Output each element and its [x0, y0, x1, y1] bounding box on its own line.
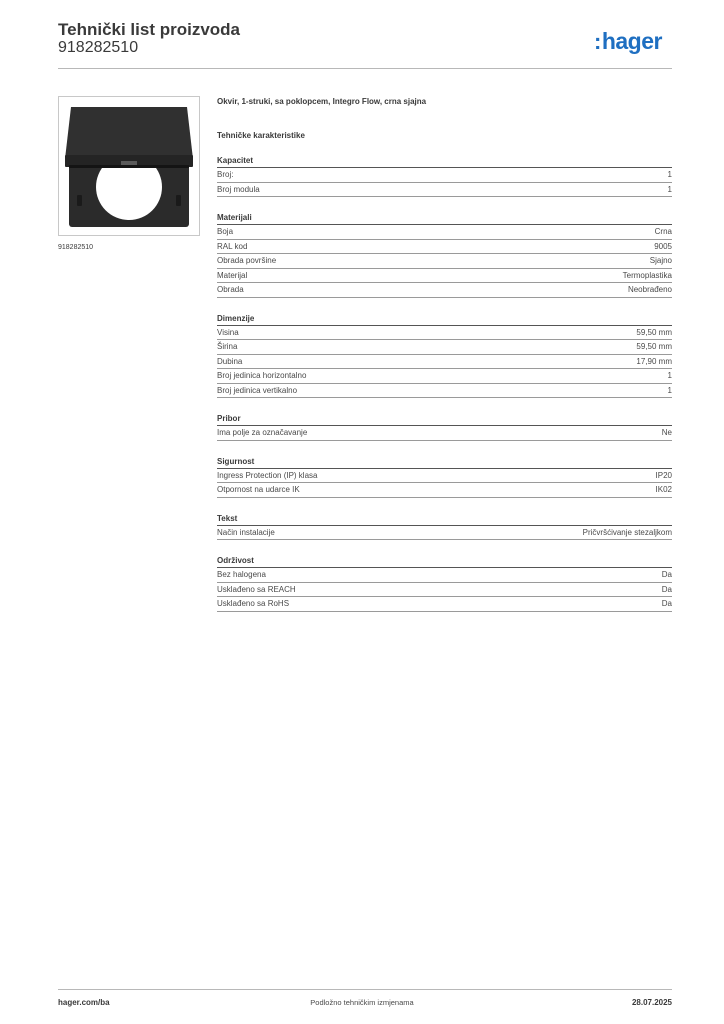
spec-row: [217, 240, 672, 255]
section-title: Pribor: [217, 408, 672, 426]
spec-label: Otpornost na udarce IK: [217, 485, 300, 494]
spec-label: Obrada površine: [217, 256, 277, 265]
spec-value: Crna: [654, 227, 672, 236]
spec-label: Broj modula: [217, 184, 260, 194]
spec-label: Broj jedinica horizontalno: [217, 371, 307, 380]
footer-website[interactable]: hager.com/ba: [58, 998, 110, 1007]
spec-value: Sjajno: [649, 256, 672, 265]
image-caption: 918282510: [58, 244, 94, 251]
spec-value: Neobrađeno: [627, 285, 672, 294]
spec-label: Usklađeno sa REACH: [217, 584, 296, 594]
spec-label: Materijal: [217, 270, 248, 280]
section-title: Kapacitet: [217, 150, 672, 168]
spec-row: [217, 583, 672, 598]
spec-value: Da: [661, 584, 672, 594]
spec-label: Bez halogena: [217, 570, 266, 579]
spec-label: RAL kod: [217, 241, 248, 251]
section-title: Dimenzije: [217, 308, 672, 326]
frame-with-cover-icon: [59, 97, 199, 235]
spec-value: Pričvršćivanje stezaljkom: [582, 527, 672, 537]
spec-value: 59,50 mm: [636, 342, 672, 351]
section-title: Materijali: [217, 207, 672, 225]
spec-label: Visina: [217, 327, 239, 337]
section-title: Sigurnost: [217, 451, 672, 469]
product-code: 918282510: [58, 39, 139, 56]
spec-section: [217, 207, 672, 298]
spec-heading: Tehničke karakteristike: [217, 131, 305, 140]
spec-section: [217, 150, 672, 197]
spec-label: Ingress Protection (IP) klasa: [217, 470, 318, 480]
spec-value: IP20: [655, 470, 672, 480]
spec-label: Usklađeno sa RoHS: [217, 599, 290, 608]
spec-label: Broj:: [217, 170, 234, 179]
header-divider: [58, 68, 672, 69]
spec-row: [217, 355, 672, 370]
footer-date: 28.07.2025: [631, 998, 672, 1007]
section-title: Tekst: [217, 508, 672, 526]
spec-label: Broj jedinica vertikalno: [217, 385, 298, 395]
spec-label: Boja: [217, 227, 234, 236]
spec-value: IK02: [655, 485, 672, 494]
product-description: Okvir, 1-struki, sa poklopcem, Integro Flow, crna sjajna: [217, 97, 427, 106]
spec-row: [217, 254, 672, 269]
spec-row: [217, 426, 672, 441]
product-image: [58, 96, 200, 236]
spec-row: [217, 483, 672, 498]
spec-row: [217, 283, 672, 298]
spec-row: [217, 526, 672, 541]
spec-label: Način instalacije: [217, 527, 275, 537]
spec-value: 1: [667, 371, 672, 380]
spec-value: Da: [661, 570, 672, 579]
spec-row: [217, 225, 672, 240]
spec-section: [217, 408, 672, 441]
spec-row: [217, 326, 672, 341]
spec-value: 1: [667, 184, 672, 194]
spec-sections: [217, 150, 672, 622]
spec-section: [217, 550, 672, 612]
spec-value: 17,90 mm: [636, 356, 672, 366]
spec-value: 59,50 mm: [636, 327, 672, 337]
spec-value: 1: [667, 385, 672, 395]
section-title: Održivost: [217, 550, 672, 568]
spec-row: [217, 469, 672, 484]
spec-label: Širina: [217, 342, 238, 351]
spec-label: Obrada: [217, 285, 244, 294]
spec-value: Ne: [661, 428, 672, 437]
spec-value: Da: [661, 599, 672, 608]
spec-row: [217, 384, 672, 399]
document-title: Tehnički list proizvoda: [58, 20, 240, 39]
spec-label: Dubina: [217, 356, 243, 366]
spec-section: [217, 451, 672, 498]
spec-value: 9005: [654, 241, 672, 251]
spec-value: Termoplastika: [622, 270, 672, 280]
spec-row: [217, 269, 672, 284]
spec-section: [217, 508, 672, 541]
spec-row: [217, 183, 672, 198]
hager-logo: :hager: [594, 28, 662, 54]
spec-row: [217, 369, 672, 384]
spec-row: [217, 168, 672, 183]
spec-row: [217, 597, 672, 612]
spec-section: [217, 308, 672, 399]
spec-value: 1: [667, 170, 672, 179]
spec-label: Ima polje za označavanje: [217, 428, 308, 437]
footer-notice: Podložno tehničkim izmjenama: [310, 998, 414, 1007]
footer-divider: [58, 989, 672, 990]
spec-row: [217, 568, 672, 583]
spec-row: [217, 340, 672, 355]
